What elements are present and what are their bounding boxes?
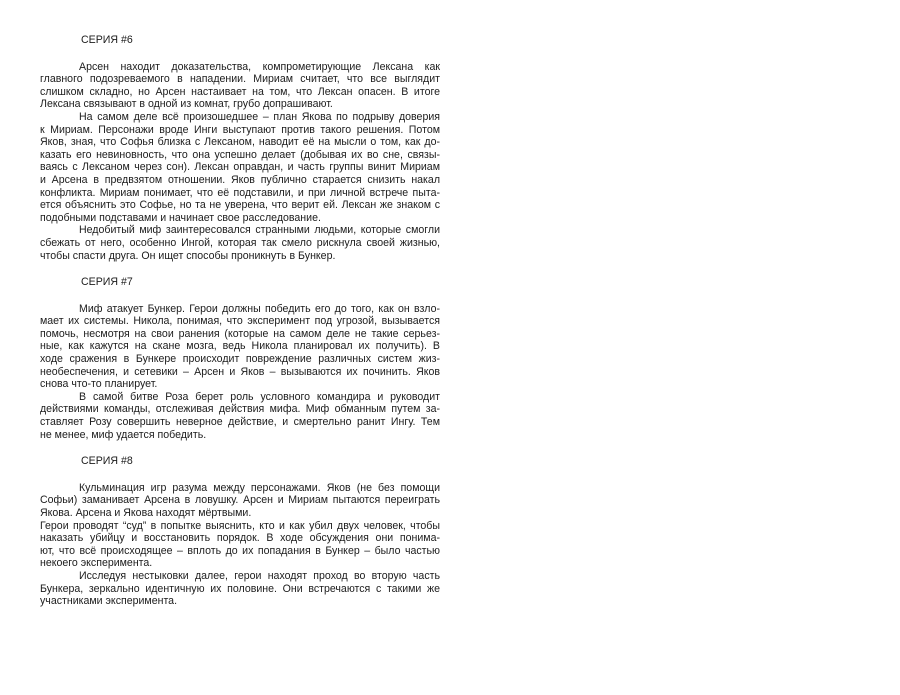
text-line: подобными подставами и начинает свое расследование. [40, 211, 321, 224]
text-line: главного подозреваемого в нападении. Мириам считает, что все выглядит [40, 73, 440, 86]
text-line: Яков, зная, что Софья близка с Лексаном, наводит её на мысли о том, как до- [40, 136, 440, 149]
text-line: некоего эксперимента. [40, 557, 153, 570]
text-line: не менее, миф удается победить. [40, 428, 207, 441]
text-line: Якова. Арсена и Якова находят мёртвыми. [40, 507, 252, 519]
text-line: участниками эксперимента. [40, 595, 178, 608]
text-line: Недобитый миф заинтересовался странными людьми, которые смогли [79, 224, 440, 237]
episode-section [40, 61, 440, 263]
text-line: ется объяснить это Софье, но та не уверена, что верит ей. Лексан же знаком с [40, 199, 440, 212]
paragraph [40, 482, 440, 520]
text-line: Лексана связывают в одной из комнат, грубо допрашивают. [40, 98, 333, 111]
episode-section [40, 482, 440, 608]
text-line: помочь, несмотря на свои ранения (которые на самом деле не такие серьез- [40, 327, 440, 340]
text-line: к Мириам. Персонажи вроде Инги выступают против такого решения. Потом [40, 123, 440, 136]
text-line: Софьи) заманивает Арсена в ловушку. Арсен и Мириам пытаются переиграть [40, 494, 440, 507]
text-line: ные, как кажутся на скане мозга, ведь Никола планировал их получить). В [40, 340, 440, 353]
episode-heading: СЕРИЯ #8 [81, 455, 133, 468]
text-line: необеспечения, и сетевики – Арсен и Яков – вызываются их починить. Яков [40, 365, 440, 378]
text-line: слишком складно, но Арсен настаивает на том, что Лексан опасен. В итоге [40, 85, 440, 98]
text-line: Исследуя нестыковки далее, герои находят проход во вторую часть [79, 569, 440, 582]
text-line: казать его невиновность, что она успешно делает (добывая их во сне, связы- [40, 148, 440, 161]
text-line: и Арсена в предвзятом отношении. Яков публично старается снизить накал [40, 173, 440, 186]
paragraph [40, 391, 440, 441]
text-line: ваясь с Лексаном через сон). Лексан оправдан, и часть группы винит Мириам [40, 161, 440, 174]
text-line: Кульминация игр разума между персонажами. Яков (не без помощи [79, 481, 440, 494]
text-line: Герои проводят “суд” в попытке выяснить, кто и как убил двух человек, чтобы [40, 519, 440, 532]
text-line: мает их системы. Никола, понимая, что эксперимент под угрозой, вызывается [40, 315, 440, 328]
episode-section [40, 303, 440, 442]
paragraph [40, 61, 440, 111]
paragraph [40, 224, 440, 262]
text-line: конфликта. Мириам понимает, что её подставили, и при личной встрече пыта- [40, 186, 440, 199]
episode-heading: СЕРИЯ #6 [81, 34, 133, 46]
text-line: наказать убийцу и восстановить порядок. В ходе обсуждения они понима- [40, 532, 440, 545]
text-line: На самом деле всё произошедшее – план Якова по подрыву доверия [79, 110, 440, 123]
text-line: ходе сражения в Бункере происходит повреждение различных систем жиз- [40, 353, 440, 366]
text-line: Арсен находит доказательства, компрометирующие Лексана как [79, 60, 440, 73]
text-line: ют, что всё происходящее – вплоть до их попадания в Бункер – было частью [40, 544, 440, 557]
paragraph [40, 520, 440, 570]
text-line: действиями команды, отслеживая действия мифа. Миф обманным путем за- [40, 403, 440, 416]
document-body [40, 34, 440, 622]
episode-heading: СЕРИЯ #7 [81, 276, 133, 289]
paragraph [40, 111, 440, 224]
text-line: ставляет Розу совершить неверное действие, и смертельно ранит Ингу. Тем [40, 416, 440, 429]
paragraph [40, 303, 440, 391]
text-line: Бункера, зеркально идентичную их половине. Они встречаются с такими же [40, 582, 440, 595]
text-line: В самой битве Роза берет роль условного командира и руководит [79, 390, 440, 403]
text-line: сбежать от него, особенно Ингой, которая так смело рискнула своей жизнью, [40, 236, 440, 249]
paragraph [40, 570, 440, 608]
text-line: Миф атакует Бункер. Герои должны победить его до того, как он взло- [79, 302, 440, 315]
text-line: чтобы спасти друга. Он ищет способы проникнуть в Бункер. [40, 249, 336, 262]
text-line: снова что-то планирует. [40, 378, 158, 391]
